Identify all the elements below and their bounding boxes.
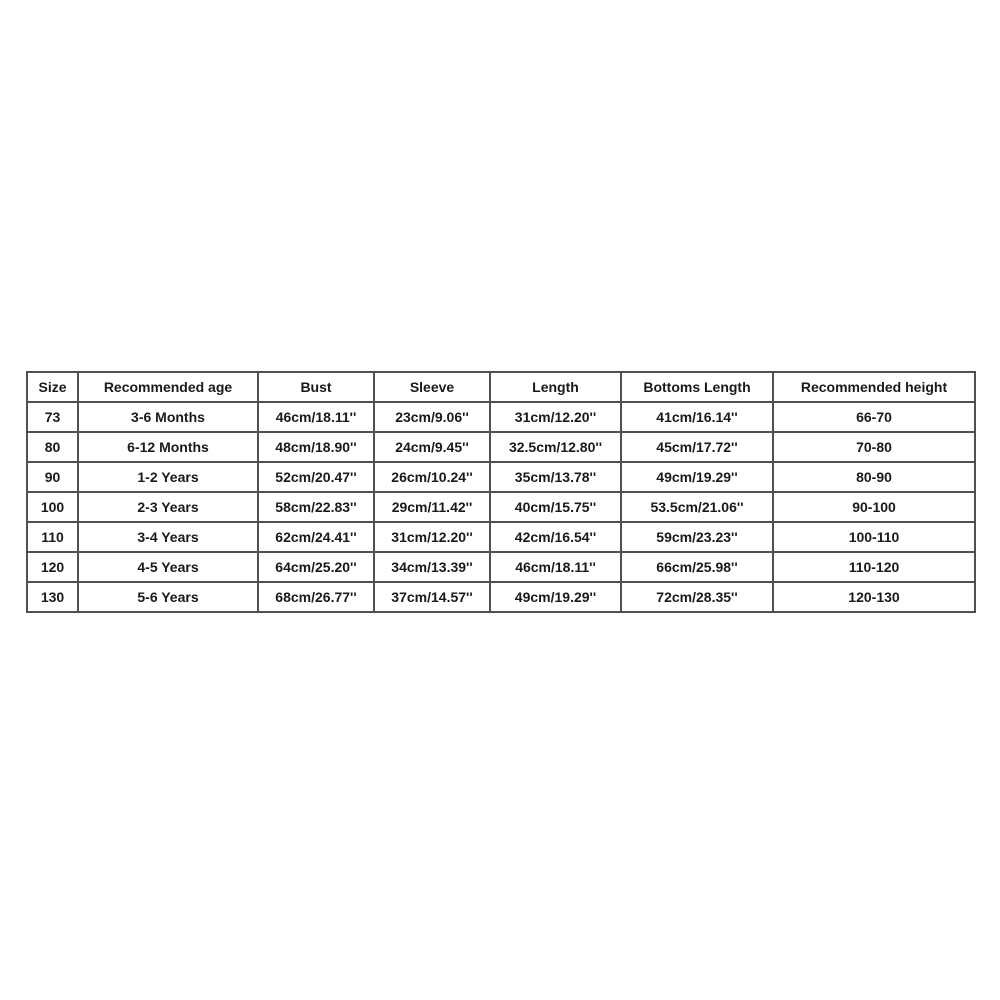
header-bust: Bust xyxy=(258,372,374,402)
cell-size: 110 xyxy=(27,522,78,552)
cell-size: 130 xyxy=(27,582,78,612)
cell-length: 31cm/12.20'' xyxy=(490,402,621,432)
cell-recommended-age: 3-6 Months xyxy=(78,402,258,432)
cell-bottoms-length: 45cm/17.72'' xyxy=(621,432,773,462)
cell-length: 49cm/19.29'' xyxy=(490,582,621,612)
cell-bust: 46cm/18.11'' xyxy=(258,402,374,432)
size-chart-table xyxy=(26,371,976,613)
cell-length: 35cm/13.78'' xyxy=(490,462,621,492)
cell-recommended-age: 2-3 Years xyxy=(78,492,258,522)
table-row xyxy=(27,402,975,432)
header-row xyxy=(27,372,975,402)
cell-bust: 58cm/22.83'' xyxy=(258,492,374,522)
cell-recommended-height: 90-100 xyxy=(773,492,975,522)
cell-size: 90 xyxy=(27,462,78,492)
cell-recommended-age: 6-12 Months xyxy=(78,432,258,462)
cell-bottoms-length: 41cm/16.14'' xyxy=(621,402,773,432)
cell-length: 32.5cm/12.80'' xyxy=(490,432,621,462)
cell-recommended-age: 1-2 Years xyxy=(78,462,258,492)
table-row xyxy=(27,432,975,462)
table-row xyxy=(27,462,975,492)
cell-bottoms-length: 49cm/19.29'' xyxy=(621,462,773,492)
header-size: Size xyxy=(27,372,78,402)
cell-recommended-height: 120-130 xyxy=(773,582,975,612)
cell-bust: 68cm/26.77'' xyxy=(258,582,374,612)
cell-recommended-height: 80-90 xyxy=(773,462,975,492)
cell-size: 73 xyxy=(27,402,78,432)
cell-size: 100 xyxy=(27,492,78,522)
cell-sleeve: 23cm/9.06'' xyxy=(374,402,490,432)
header-recommended-age: Recommended age xyxy=(78,372,258,402)
cell-recommended-height: 110-120 xyxy=(773,552,975,582)
cell-recommended-age: 4-5 Years xyxy=(78,552,258,582)
cell-recommended-height: 100-110 xyxy=(773,522,975,552)
cell-bottoms-length: 72cm/28.35'' xyxy=(621,582,773,612)
cell-bottoms-length: 53.5cm/21.06'' xyxy=(621,492,773,522)
cell-recommended-height: 70-80 xyxy=(773,432,975,462)
cell-bust: 62cm/24.41'' xyxy=(258,522,374,552)
cell-recommended-height: 66-70 xyxy=(773,402,975,432)
header-sleeve: Sleeve xyxy=(374,372,490,402)
cell-sleeve: 29cm/11.42'' xyxy=(374,492,490,522)
cell-recommended-age: 3-4 Years xyxy=(78,522,258,552)
cell-bust: 64cm/25.20'' xyxy=(258,552,374,582)
cell-bottoms-length: 66cm/25.98'' xyxy=(621,552,773,582)
cell-bust: 48cm/18.90'' xyxy=(258,432,374,462)
cell-sleeve: 26cm/10.24'' xyxy=(374,462,490,492)
cell-sleeve: 31cm/12.20'' xyxy=(374,522,490,552)
cell-recommended-age: 5-6 Years xyxy=(78,582,258,612)
header-bottoms-length: Bottoms Length xyxy=(621,372,773,402)
cell-size: 120 xyxy=(27,552,78,582)
table-row xyxy=(27,552,975,582)
header-recommended-height: Recommended height xyxy=(773,372,975,402)
cell-length: 40cm/15.75'' xyxy=(490,492,621,522)
cell-sleeve: 37cm/14.57'' xyxy=(374,582,490,612)
cell-size: 80 xyxy=(27,432,78,462)
cell-sleeve: 34cm/13.39'' xyxy=(374,552,490,582)
cell-bottoms-length: 59cm/23.23'' xyxy=(621,522,773,552)
cell-bust: 52cm/20.47'' xyxy=(258,462,374,492)
cell-length: 46cm/18.11'' xyxy=(490,552,621,582)
table-row xyxy=(27,492,975,522)
header-length: Length xyxy=(490,372,621,402)
table-row xyxy=(27,582,975,612)
cell-sleeve: 24cm/9.45'' xyxy=(374,432,490,462)
table-row xyxy=(27,522,975,552)
cell-length: 42cm/16.54'' xyxy=(490,522,621,552)
